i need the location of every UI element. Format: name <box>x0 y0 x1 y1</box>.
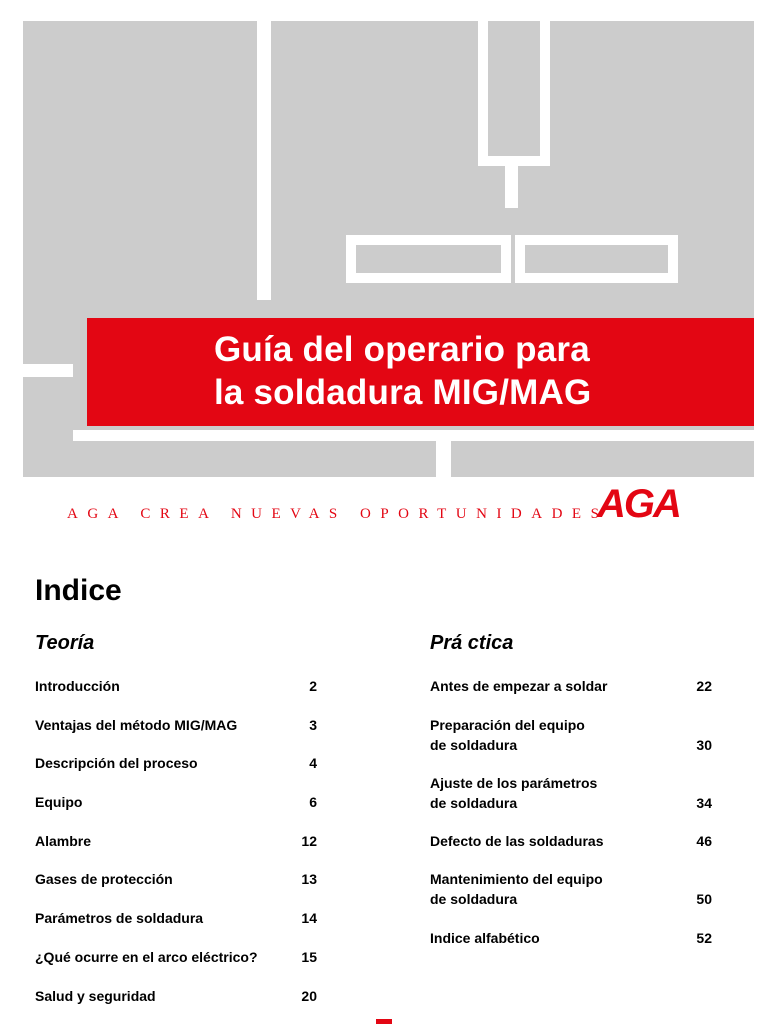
theory-item-label: Parámetros de soldadura <box>35 910 204 926</box>
slogan: AGA CREA NUEVAS OPORTUNIDADES <box>67 506 609 522</box>
theory-item-label: Descripción del proceso <box>35 755 198 771</box>
gray-block-mid-left <box>23 300 73 364</box>
theory-item-page: 2 <box>309 678 317 694</box>
theory-item-page: 14 <box>301 910 317 926</box>
theory-item-label: Equipo <box>35 794 83 810</box>
gray-block-bottom-strip-left <box>73 441 436 477</box>
weld-plate-right <box>515 235 678 283</box>
practice-item-page: 52 <box>696 930 712 946</box>
practice-item-label: Indice alfabético <box>430 930 540 946</box>
practice-item-page: 34 <box>696 795 712 811</box>
theory-item-label: Alambre <box>35 833 92 849</box>
gray-block-left-low <box>23 377 73 477</box>
practice-item-label-line2: de soldadura <box>430 891 518 907</box>
theory-item-page: 13 <box>301 871 317 887</box>
practice-item-label-line2: de soldadura <box>430 737 518 753</box>
theory-item-label: Salud y seguridad <box>35 988 156 1004</box>
weld-plate-left <box>346 235 511 283</box>
gray-block-bottom-strip-right <box>451 441 754 477</box>
practice-item-label: Preparación del equipo <box>430 717 585 733</box>
theory-title: Teoría <box>35 632 95 654</box>
theory-item-label: Ventajas del método MIG/MAG <box>35 717 238 733</box>
theory-item-page: 4 <box>309 755 317 771</box>
theory-item-label: ¿Qué ocurre en el arco eléctrico? <box>35 949 258 965</box>
theory-item-label: Introducción <box>35 678 120 694</box>
practice-item-page: 50 <box>696 891 712 907</box>
theory-item-label: Gases de protección <box>35 871 173 887</box>
page-footer-mark <box>376 1019 392 1024</box>
theory-item-page: 15 <box>301 949 317 965</box>
practice-title: Prá ctica <box>430 632 514 654</box>
theory-item-page: 6 <box>309 794 317 810</box>
aga-logo: AGA <box>597 482 680 526</box>
practice-item-page: 30 <box>696 737 712 753</box>
practice-item-page: 22 <box>696 678 712 694</box>
index-heading: Indice <box>35 574 122 607</box>
practice-item-page: 46 <box>696 833 712 849</box>
theory-item-page: 12 <box>301 833 317 849</box>
title-line-2: la soldadura MIG/MAG <box>214 373 592 412</box>
practice-item-label: Mantenimiento del equipo <box>430 871 603 887</box>
torch-nozzle <box>505 166 518 208</box>
theory-item-page: 20 <box>301 988 317 1004</box>
practice-item-label: Antes de empezar a soldar <box>430 678 608 694</box>
title-banner <box>87 318 754 426</box>
theory-item-page: 3 <box>309 717 317 733</box>
title-line-1: Guía del operario para <box>214 330 590 369</box>
practice-item-label: Defecto de las soldaduras <box>430 833 604 849</box>
torch-shape <box>478 21 550 166</box>
practice-item-label: Ajuste de los parámetros <box>430 775 598 791</box>
practice-item-label-line2: de soldadura <box>430 795 518 811</box>
